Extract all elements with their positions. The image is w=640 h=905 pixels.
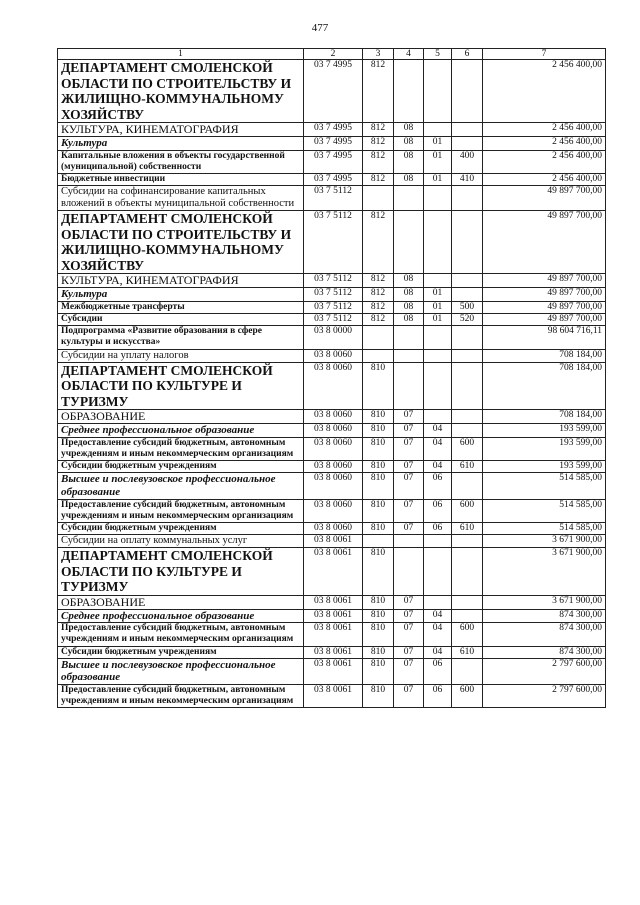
table-row <box>58 314 606 326</box>
table-row <box>58 410 606 424</box>
row-name-cell: Субсидии на оплату коммунальных услуг <box>58 535 304 548</box>
row-name-cell: Культура <box>58 137 304 151</box>
department-code-cell: 810 <box>363 548 394 596</box>
table-row <box>58 499 606 522</box>
table-row <box>58 123 606 137</box>
target-article-code-cell: 03 8 0060 <box>304 349 363 362</box>
row-name-cell: Субсидии бюджетным учреждениям <box>58 461 304 473</box>
target-article-code-cell: 03 8 0060 <box>304 410 363 424</box>
subsection-code-cell <box>424 349 452 362</box>
department-code-cell: 812 <box>363 123 394 137</box>
subsection-code-cell <box>424 362 452 410</box>
department-code-cell: 812 <box>363 60 394 123</box>
department-code-cell: 812 <box>363 211 394 274</box>
subsection-code-cell: 01 <box>424 174 452 186</box>
department-code-cell: 810 <box>363 522 394 534</box>
row-name-cell: ДЕПАРТАМЕНТ СМОЛЕНСКОЙ ОБЛАСТИ ПО СТРОИТЕЛЬСТВУ И ЖИЛИЩНО-КОММУНАЛЬНОМУ ХОЗЯЙСТВУ <box>58 60 304 123</box>
amount-cell: 2 797 600,00 <box>483 685 606 708</box>
expense-type-code-cell <box>452 288 483 302</box>
amount-cell: 874 300,00 <box>483 646 606 658</box>
subsection-code-cell <box>424 60 452 123</box>
department-code-cell: 812 <box>363 288 394 302</box>
expense-type-code-cell: 600 <box>452 437 483 460</box>
section-code-cell <box>394 548 424 596</box>
target-article-code-cell: 03 7 4995 <box>304 150 363 173</box>
department-code-cell <box>363 349 394 362</box>
table-row <box>58 150 606 173</box>
subsection-code-cell <box>424 595 452 609</box>
expense-type-code-cell: 520 <box>452 314 483 326</box>
row-name-cell: Субсидии бюджетным учреждениям <box>58 646 304 658</box>
section-code-cell: 08 <box>394 274 424 288</box>
amount-cell: 2 456 400,00 <box>483 174 606 186</box>
subsection-code-cell: 04 <box>424 646 452 658</box>
expense-type-code-cell: 410 <box>452 174 483 186</box>
section-code-cell <box>394 349 424 362</box>
section-code-cell <box>394 186 424 211</box>
amount-cell: 514 585,00 <box>483 522 606 534</box>
target-article-code-cell: 03 7 5112 <box>304 211 363 274</box>
row-name-cell: Субсидии на софинансирование капитальных вложений в объекты муниципальной собственности <box>58 186 304 211</box>
department-code-cell: 810 <box>363 362 394 410</box>
row-name-cell: Высшее и послевузовское профессиональное образование <box>58 473 304 499</box>
target-article-code-cell: 03 8 0060 <box>304 473 363 499</box>
section-code-cell: 07 <box>394 461 424 473</box>
target-article-code-cell: 03 8 0060 <box>304 522 363 534</box>
target-article-code-cell: 03 8 0061 <box>304 623 363 646</box>
amount-cell: 3 671 900,00 <box>483 535 606 548</box>
subsection-code-cell: 04 <box>424 437 452 460</box>
amount-cell: 514 585,00 <box>483 499 606 522</box>
expense-type-code-cell <box>452 424 483 438</box>
column-header: 4 <box>394 49 424 60</box>
section-code-cell: 07 <box>394 609 424 623</box>
row-name-cell: Предоставление субсидий бюджетным, автономным учреждениям и иным некоммерческим организациям <box>58 623 304 646</box>
subsection-code-cell <box>424 186 452 211</box>
target-article-code-cell: 03 8 0061 <box>304 646 363 658</box>
expense-type-code-cell <box>452 326 483 349</box>
target-article-code-cell: 03 8 0061 <box>304 595 363 609</box>
subsection-code-cell: 06 <box>424 499 452 522</box>
expense-type-code-cell <box>452 211 483 274</box>
section-code-cell: 07 <box>394 595 424 609</box>
subsection-code-cell: 06 <box>424 473 452 499</box>
expense-type-code-cell <box>452 362 483 410</box>
table-row <box>58 186 606 211</box>
department-code-cell: 810 <box>363 609 394 623</box>
table-row <box>58 461 606 473</box>
amount-cell: 2 797 600,00 <box>483 658 606 684</box>
section-code-cell: 07 <box>394 685 424 708</box>
department-code-cell <box>363 326 394 349</box>
target-article-code-cell: 03 7 4995 <box>304 123 363 137</box>
target-article-code-cell: 03 8 0060 <box>304 499 363 522</box>
table-row <box>58 349 606 362</box>
section-code-cell <box>394 211 424 274</box>
table-row <box>58 301 606 313</box>
subsection-code-cell <box>424 535 452 548</box>
target-article-code-cell: 03 8 0060 <box>304 424 363 438</box>
expense-type-code-cell: 600 <box>452 499 483 522</box>
subsection-code-cell <box>424 548 452 596</box>
expense-type-code-cell: 610 <box>452 461 483 473</box>
row-name-cell: Предоставление субсидий бюджетным, автономным учреждениям и иным некоммерческим организациям <box>58 685 304 708</box>
expense-type-code-cell <box>452 123 483 137</box>
expense-type-code-cell: 600 <box>452 685 483 708</box>
expense-type-code-cell: 610 <box>452 522 483 534</box>
expense-type-code-cell <box>452 609 483 623</box>
target-article-code-cell: 03 7 5112 <box>304 274 363 288</box>
row-name-cell: Капитальные вложения в объекты государственной (муниципальной) собственности <box>58 150 304 173</box>
expense-type-code-cell <box>452 595 483 609</box>
department-code-cell: 812 <box>363 301 394 313</box>
table-row <box>58 362 606 410</box>
target-article-code-cell: 03 7 5112 <box>304 301 363 313</box>
subsection-code-cell: 06 <box>424 522 452 534</box>
subsection-code-cell <box>424 326 452 349</box>
section-code-cell: 08 <box>394 123 424 137</box>
expense-type-code-cell: 610 <box>452 646 483 658</box>
section-code-cell: 08 <box>394 314 424 326</box>
department-code-cell: 810 <box>363 595 394 609</box>
row-name-cell: ДЕПАРТАМЕНТ СМОЛЕНСКОЙ ОБЛАСТИ ПО КУЛЬТУРЕ И ТУРИЗМУ <box>58 362 304 410</box>
row-name-cell: ДЕПАРТАМЕНТ СМОЛЕНСКОЙ ОБЛАСТИ ПО КУЛЬТУРЕ И ТУРИЗМУ <box>58 548 304 596</box>
target-article-code-cell: 03 8 0060 <box>304 461 363 473</box>
row-name-cell: Предоставление субсидий бюджетным, автономным учреждениям и иным некоммерческим организациям <box>58 437 304 460</box>
column-header: 1 <box>58 49 304 60</box>
expense-type-code-cell <box>452 274 483 288</box>
section-code-cell: 08 <box>394 174 424 186</box>
table-row <box>58 60 606 123</box>
department-code-cell: 810 <box>363 646 394 658</box>
section-code-cell: 07 <box>394 522 424 534</box>
section-code-cell: 08 <box>394 150 424 173</box>
amount-cell: 49 897 700,00 <box>483 274 606 288</box>
subsection-code-cell: 04 <box>424 623 452 646</box>
section-code-cell: 08 <box>394 301 424 313</box>
department-code-cell <box>363 186 394 211</box>
subsection-code-cell: 04 <box>424 424 452 438</box>
target-article-code-cell: 03 7 5112 <box>304 288 363 302</box>
column-header: 6 <box>452 49 483 60</box>
amount-cell: 708 184,00 <box>483 410 606 424</box>
table-row <box>58 211 606 274</box>
subsection-code-cell: 01 <box>424 150 452 173</box>
expense-type-code-cell <box>452 349 483 362</box>
section-code-cell: 07 <box>394 646 424 658</box>
column-header: 2 <box>304 49 363 60</box>
amount-cell: 2 456 400,00 <box>483 150 606 173</box>
department-code-cell: 810 <box>363 437 394 460</box>
department-code-cell: 810 <box>363 623 394 646</box>
row-name-cell: Высшее и послевузовское профессиональное образование <box>58 658 304 684</box>
amount-cell: 708 184,00 <box>483 349 606 362</box>
row-name-cell: Бюджетные инвестиции <box>58 174 304 186</box>
target-article-code-cell: 03 8 0061 <box>304 658 363 684</box>
section-code-cell: 08 <box>394 288 424 302</box>
expense-type-code-cell <box>452 410 483 424</box>
section-code-cell <box>394 60 424 123</box>
table-body <box>58 60 606 708</box>
section-code-cell: 07 <box>394 658 424 684</box>
department-code-cell <box>363 535 394 548</box>
subsection-code-cell: 04 <box>424 461 452 473</box>
subsection-code-cell <box>424 123 452 137</box>
page-number: 477 <box>311 22 329 34</box>
table-row <box>58 548 606 596</box>
subsection-code-cell: 01 <box>424 137 452 151</box>
table-row <box>58 685 606 708</box>
department-code-cell: 810 <box>363 658 394 684</box>
target-article-code-cell: 03 8 0061 <box>304 609 363 623</box>
amount-cell: 193 599,00 <box>483 424 606 438</box>
department-code-cell: 810 <box>363 461 394 473</box>
table-row <box>58 424 606 438</box>
subsection-code-cell: 01 <box>424 288 452 302</box>
table-row <box>58 437 606 460</box>
section-code-cell: 07 <box>394 623 424 646</box>
section-code-cell <box>394 362 424 410</box>
department-code-cell: 812 <box>363 150 394 173</box>
row-name-cell: ОБРАЗОВАНИЕ <box>58 595 304 609</box>
section-code-cell: 07 <box>394 437 424 460</box>
subsection-code-cell <box>424 211 452 274</box>
table-row <box>58 595 606 609</box>
section-code-cell: 07 <box>394 424 424 438</box>
row-name-cell: Среднее профессиональное образование <box>58 424 304 438</box>
column-number-header-row <box>58 49 606 60</box>
amount-cell: 874 300,00 <box>483 623 606 646</box>
target-article-code-cell: 03 7 5112 <box>304 186 363 211</box>
amount-cell: 193 599,00 <box>483 437 606 460</box>
target-article-code-cell: 03 8 0061 <box>304 685 363 708</box>
row-name-cell: Субсидии <box>58 314 304 326</box>
target-article-code-cell: 03 7 4995 <box>304 174 363 186</box>
expense-type-code-cell <box>452 535 483 548</box>
target-article-code-cell: 03 8 0000 <box>304 326 363 349</box>
amount-cell: 49 897 700,00 <box>483 301 606 313</box>
table-row <box>58 288 606 302</box>
expense-type-code-cell <box>452 137 483 151</box>
table-row <box>58 535 606 548</box>
row-name-cell: Субсидии на уплату налогов <box>58 349 304 362</box>
expense-type-code-cell: 400 <box>452 150 483 173</box>
table-row <box>58 174 606 186</box>
target-article-code-cell: 03 7 4995 <box>304 137 363 151</box>
expense-type-code-cell <box>452 60 483 123</box>
amount-cell: 708 184,00 <box>483 362 606 410</box>
row-name-cell: Среднее профессиональное образование <box>58 609 304 623</box>
department-code-cell: 810 <box>363 410 394 424</box>
table-row <box>58 658 606 684</box>
subsection-code-cell <box>424 274 452 288</box>
row-name-cell: Субсидии бюджетным учреждениям <box>58 522 304 534</box>
amount-cell: 514 585,00 <box>483 473 606 499</box>
target-article-code-cell: 03 8 0060 <box>304 437 363 460</box>
subsection-code-cell: 04 <box>424 609 452 623</box>
expense-type-code-cell: 600 <box>452 623 483 646</box>
row-name-cell: КУЛЬТУРА, КИНЕМАТОГРАФИЯ <box>58 123 304 137</box>
amount-cell: 49 897 700,00 <box>483 314 606 326</box>
subsection-code-cell: 06 <box>424 658 452 684</box>
target-article-code-cell: 03 8 0061 <box>304 548 363 596</box>
table-row <box>58 137 606 151</box>
table-row <box>58 522 606 534</box>
budget-table <box>57 48 606 708</box>
department-code-cell: 812 <box>363 137 394 151</box>
department-code-cell: 810 <box>363 685 394 708</box>
target-article-code-cell: 03 8 0060 <box>304 362 363 410</box>
expense-type-code-cell <box>452 548 483 596</box>
amount-cell: 3 671 900,00 <box>483 548 606 596</box>
amount-cell: 2 456 400,00 <box>483 123 606 137</box>
section-code-cell: 07 <box>394 410 424 424</box>
expense-type-code-cell <box>452 473 483 499</box>
subsection-code-cell: 01 <box>424 314 452 326</box>
amount-cell: 3 671 900,00 <box>483 595 606 609</box>
section-code-cell <box>394 326 424 349</box>
expense-type-code-cell <box>452 658 483 684</box>
amount-cell: 2 456 400,00 <box>483 137 606 151</box>
section-code-cell <box>394 535 424 548</box>
table-row <box>58 326 606 349</box>
target-article-code-cell: 03 7 4995 <box>304 60 363 123</box>
amount-cell: 2 456 400,00 <box>483 60 606 123</box>
subsection-code-cell: 06 <box>424 685 452 708</box>
row-name-cell: Межбюджетные трансферты <box>58 301 304 313</box>
table-row <box>58 646 606 658</box>
row-name-cell: ОБРАЗОВАНИЕ <box>58 410 304 424</box>
department-code-cell: 812 <box>363 314 394 326</box>
table-row <box>58 623 606 646</box>
section-code-cell: 07 <box>394 499 424 522</box>
target-article-code-cell: 03 7 5112 <box>304 314 363 326</box>
row-name-cell: Предоставление субсидий бюджетным, автономным учреждениям и иным некоммерческим организациям <box>58 499 304 522</box>
amount-cell: 874 300,00 <box>483 609 606 623</box>
table-row <box>58 274 606 288</box>
section-code-cell: 08 <box>394 137 424 151</box>
row-name-cell: Культура <box>58 288 304 302</box>
row-name-cell: ДЕПАРТАМЕНТ СМОЛЕНСКОЙ ОБЛАСТИ ПО СТРОИТЕЛЬСТВУ И ЖИЛИЩНО-КОММУНАЛЬНОМУ ХОЗЯЙСТВУ <box>58 211 304 274</box>
column-header: 7 <box>483 49 606 60</box>
table-row <box>58 609 606 623</box>
column-header: 3 <box>363 49 394 60</box>
subsection-code-cell <box>424 410 452 424</box>
department-code-cell: 812 <box>363 174 394 186</box>
department-code-cell: 810 <box>363 473 394 499</box>
table-row <box>58 473 606 499</box>
column-header: 5 <box>424 49 452 60</box>
amount-cell: 193 599,00 <box>483 461 606 473</box>
section-code-cell: 07 <box>394 473 424 499</box>
amount-cell: 49 897 700,00 <box>483 186 606 211</box>
row-name-cell: КУЛЬТУРА, КИНЕМАТОГРАФИЯ <box>58 274 304 288</box>
amount-cell: 98 604 716,11 <box>483 326 606 349</box>
department-code-cell: 812 <box>363 274 394 288</box>
department-code-cell: 810 <box>363 424 394 438</box>
amount-cell: 49 897 700,00 <box>483 288 606 302</box>
subsection-code-cell: 01 <box>424 301 452 313</box>
expense-type-code-cell: 500 <box>452 301 483 313</box>
target-article-code-cell: 03 8 0061 <box>304 535 363 548</box>
amount-cell: 49 897 700,00 <box>483 211 606 274</box>
department-code-cell: 810 <box>363 499 394 522</box>
row-name-cell: Подпрограмма «Развитие образования в сфере культуры и искусства» <box>58 326 304 349</box>
expense-type-code-cell <box>452 186 483 211</box>
